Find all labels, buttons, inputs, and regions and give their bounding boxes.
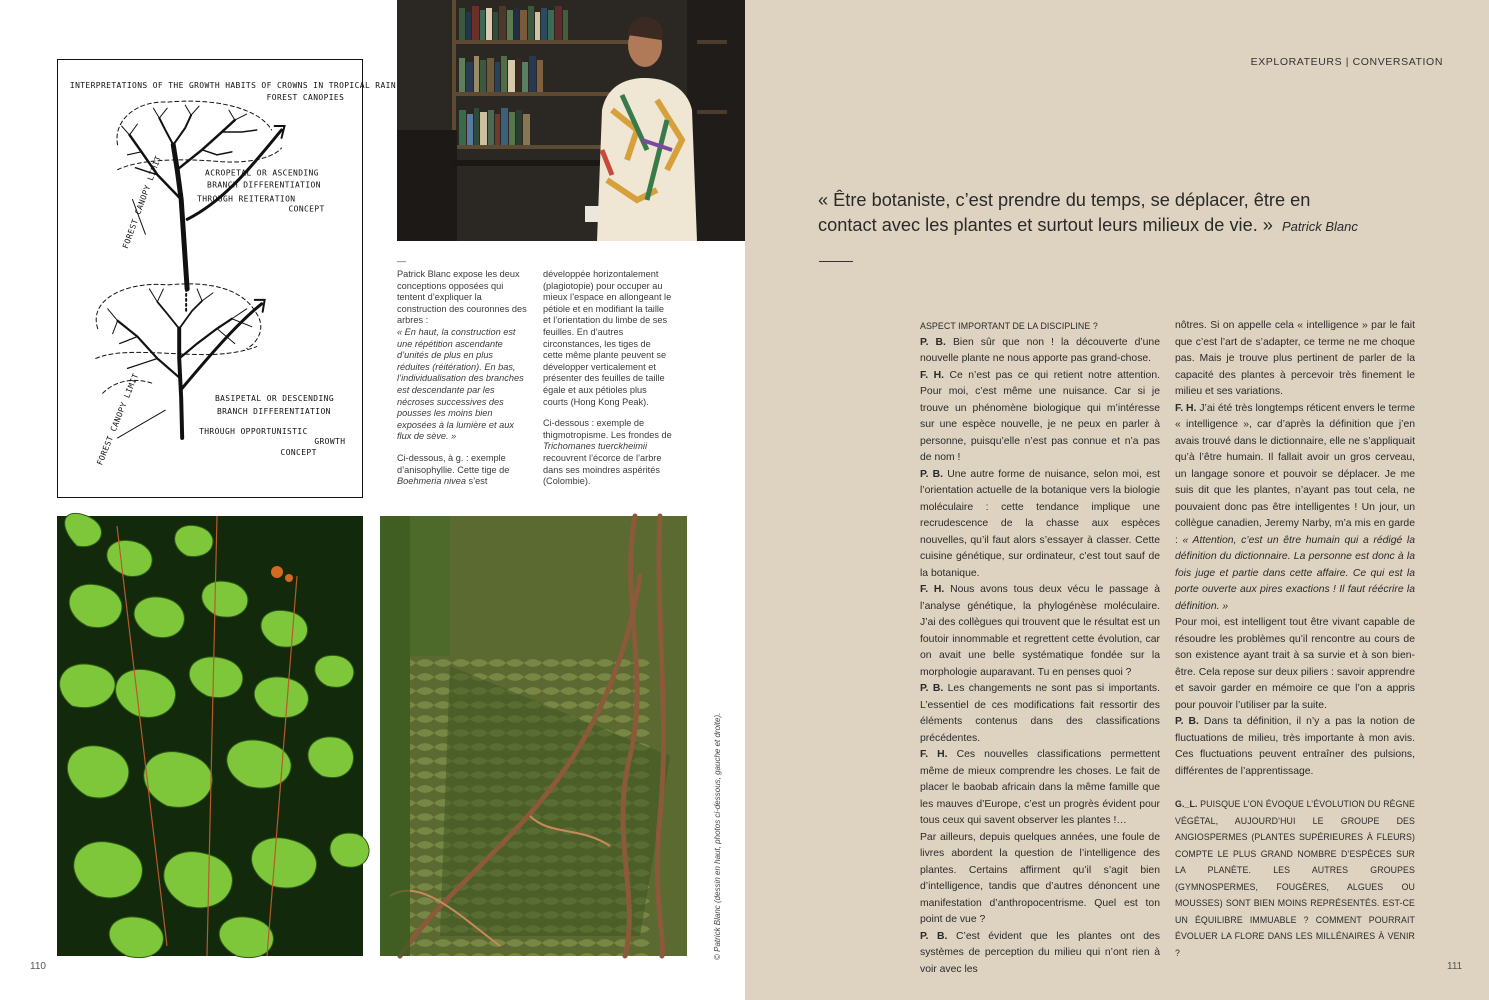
- page-number-right: 111: [1447, 961, 1463, 972]
- narby-quote: « Attention, c’est un être humain qui a rédigé la définition du dictionnaire. La personne est donc à la fois juge et partie dans cette affaire. Ce qui est la porte ouverte aux pires exactions ! Il faut réécrire la définition. »: [1175, 534, 1415, 612]
- interview-paragraph: [920, 582, 1160, 681]
- caption-right-column: [543, 269, 673, 498]
- page-number-left: 110: [30, 961, 46, 972]
- caption-species-trichomanes: Trichomanes tuerckheimii: [543, 441, 647, 452]
- paragraph-text: Bien sûr que non ! la découverte d’une nouvelle plante ne nous apporte pas grand-chose.: [920, 336, 1160, 364]
- paragraph-text: Ces nouvelles classifications permettent même de mieux comprendre les choses. Le fait de placer le baobab africain dans la même famille que les mauves d’Europe, c’est un progrès évident pour tous ceux qui savent observer les plantes !…: [920, 749, 1160, 826]
- paragraph-gap: [1175, 780, 1415, 796]
- sketch-upper-label-2: BRANCH DIFFERENTIATION: [207, 180, 321, 190]
- interview-column-left: [920, 318, 1160, 978]
- paragraph-text: Une autre forme de nuisance, selon moi, est l’orientation actuelle de la botanique vers la biologie moléculaire : cette tendance implique une recrudescence de la chasse aux espèces nouvelles, qu’il faut alors s’essayer à classer. Cette cuisine génétique, sur ordinateur, c’est tout sauf de la botanique.: [920, 468, 1160, 579]
- portrait-photo: [397, 0, 745, 241]
- speaker-label: F. H.: [1175, 402, 1197, 414]
- speaker-label: F. H.: [920, 749, 948, 760]
- interviewer-question: [1175, 796, 1415, 961]
- speaker-label: P. B.: [920, 683, 944, 694]
- sketch-title-line-2: FOREST CANOPIES: [266, 93, 345, 103]
- paragraph-text: Ce n’est pas ce qui retient notre attention. Pour moi, c’est même une nuisance. Car si je trouve un phénomène biologique qui m’intéresse sur une espèce nouvelle, je ne peux en parler à personne, puisqu’elle n’est pas connue et n’a pas de nom !: [920, 369, 1161, 463]
- caption-plagiotopie: développée horizontalement (plagiotopie) pour occuper au mieux l’espace en allongeant le pétiole et en modifiant la taille et l’orientation du limbe de ses feuilles. En d’autres circonstances, les tiges de cette même plante peuvent se développer verticalement et présenter des feuilles de taille égale et aux pétioles plus courts (Hong Kong Peak).: [543, 269, 672, 407]
- tree-growth-sketch: [57, 59, 397, 498]
- question-text: PUISQUE L’ON ÉVOQUE L’ÉVOLUTION DU RÈGNE VÉGÉTAL, AUJOURD’HUI LE GROUPE DES ANGIOSPERMES (PLANTES SUPÉRIEURES À FLEURS) COMPTE LE PLUS GRAND NOMBRE D’ESPÈCES SUR LA PLANÈTE. LES AUTRES GROUPES (GYMNOSPERMES, FOUGÈRES, ALGUES OU MOUSSES) SONT BIEN MOINS REPRÉSENTÉS. EST-CE UN ÉQUILIBRE IMMUABLE ? COMMENT POURRAIT ÉVOLUER LA FLORE DANS LES MILLÉNAIRES À VENIR ?: [1175, 799, 1415, 958]
- paragraph-text: C’est évident que les plantes ont des systèmes de perception du milieu qui n’ont rien à voir avec les: [920, 930, 1160, 975]
- caption-left-column: [397, 269, 527, 498]
- interview-paragraph-continued: nôtres. Si on appelle cela « intelligence » par le fait que c’est l’art de s’adapter, ce terme ne me choque pas. Mais je trouve plus pertinent de parler de la capacité des plantes à percevoir très finement le milieu et ses variations.: [1175, 320, 1415, 397]
- sketch-upper-label-3: THROUGH REITERATION: [197, 194, 296, 204]
- speaker-label: P. B.: [920, 336, 946, 348]
- interview-question-end: ASPECT IMPORTANT DE LA DISCIPLINE ?: [920, 321, 1098, 331]
- interview-paragraph: [1175, 401, 1415, 616]
- speaker-label: P. B.: [920, 930, 948, 942]
- sketch-title-line-1: INTERPRETATIONS OF THE GROWTH HABITS OF CROWNS IN TROPICAL RAIN: [69, 81, 397, 91]
- paragraph-text: Les changements ne sont pas si importants. L’essentiel de ces modifications fait ressortir des éléments contenus dans des classifications précédentes.: [920, 683, 1160, 744]
- sketch-lower-label-1: BASIPETAL OR DESCENDING: [214, 394, 335, 404]
- pull-quote-line-1: « Être botaniste, c’est prendre du temps, se déplacer, être en: [818, 190, 1311, 210]
- caption-species-boehmeria: Boehmeria nivea: [397, 476, 466, 487]
- speaker-label: P. B.: [920, 468, 944, 480]
- caption-anisophyllie-end: s’est: [465, 476, 488, 487]
- sketch-lower-canopy-label: FOREST CANOPY LIMIT: [95, 371, 141, 467]
- sketch-lower-label-5: CONCEPT: [280, 447, 317, 457]
- paragraph-text: Dans ta définition, il n’y a pas la notion de fluctuations de milieu, très importante à mon avis. Ces fluctuations peuvent entraîner des pulsions, différentes de l’apprentissage.: [1175, 716, 1415, 777]
- section-tag: EXPLORATEURS | CONVERSATION: [1250, 56, 1443, 68]
- interview-paragraph: [920, 335, 1160, 368]
- caption-thigmo-text: Ci-dessous : exemple de thigmotropisme. Les frondes de: [543, 418, 672, 440]
- fern-bark-photo: [380, 516, 687, 956]
- interview-paragraph: [920, 681, 1160, 747]
- caption-quote: « En haut, la construction est une répétition ascendante d’unités de plus en plus réduites (réitération). En bas, l’individualisation des branches est descendante par les nécroses successives des pousses les moins bien exposées à la lumière et aux flux de sève. »: [397, 326, 524, 442]
- speaker-label: P. B.: [1175, 716, 1199, 727]
- interview-paragraph: Pour moi, est intelligent tout être vivant capable de résoudre les problèmes qu’il rencontre au cours de son existence ayant trait à sa survie et à son bien-être. Cela repose sur deux piliers : savoir apprendre et savoir garder en mémoire ce que l’on a appris pour pouvoir l’utiliser par la suite.: [1175, 617, 1415, 711]
- quote-divider: [819, 261, 853, 262]
- speaker-label: G._L.: [1175, 799, 1198, 809]
- sketch-upper-label-1: ACROPETAL OR ASCENDING: [205, 168, 319, 178]
- sketch-upper-canopy-label: FOREST CANOPY LIMIT: [120, 154, 164, 250]
- paragraph-text: Nous avons tous deux vécu le passage à l’analyse génétique, la phylogénèse moléculaire. J’ai des collègues qui trouvent que le résultat est un foutoir innommable et regrettent cette évolution, car on avait une belle systématique fondée sur la morphologie auparavant. Tu en penses quoi ?: [920, 584, 1160, 678]
- interview-paragraph: [1175, 714, 1415, 780]
- sketch-upper-label-4: CONCEPT: [288, 204, 325, 214]
- caption-anisophyllie: [397, 453, 527, 488]
- speaker-label: F. H.: [920, 369, 944, 381]
- sketch-lower-label-2: BRANCH DIFFERENTIATION: [216, 407, 331, 417]
- speaker-label: F. H.: [920, 584, 945, 595]
- photo-credit: © Patrick Blanc (dessin en haut, photos ci-dessous, gauche et droite).: [713, 712, 722, 960]
- caption-dash: —: [397, 256, 406, 266]
- interview-paragraph: [920, 467, 1160, 583]
- interview-column-right: [1175, 318, 1415, 961]
- sketch-lower-label-3: THROUGH OPPORTUNISTIC: [199, 426, 308, 436]
- caption-thigmotropisme: [543, 418, 673, 488]
- interview-question: Par ailleurs, depuis quelques années, une foule de livres abordent la question de l’intelligence des plantes. Certains affirment qu’il s’agit bien d’intelligence, tandis que d’autres dénoncent une manifestation d’anthropocentrisme. Quel est ton point de vue ?: [920, 831, 1160, 925]
- paragraph-text: J’ai été très longtemps réticent envers le terme « intelligence », car d’après la définition que j’en avais trouvé dans le dictionnaire, elle ne s’appliquait qu’à l’être humain. Il fallait avoir un gros cerveau, un langage sonore et pouvoir se déplacer. Je me suis dit que les plantes, n’ayant pas tout cela, ne pouvaient donc pas être intelligentes ! Un jour, un collègue canadien, Jeremy Narby, m’a mis en garde :: [1175, 402, 1415, 546]
- leaves-photo: [57, 516, 363, 956]
- caption-intro: Patrick Blanc expose les deux conceptions opposées qui tentent d’expliquer la construction des couronnes des arbres :: [397, 269, 527, 326]
- interview-paragraph: [920, 368, 1160, 467]
- pull-quote-line-2: contact avec les plantes et surtout leurs milieux de vie. »: [818, 215, 1273, 235]
- pull-quote: [818, 188, 1418, 239]
- sketch-lower-label-4: GROWTH: [314, 436, 346, 446]
- caption-anisophyllie-text: Ci-dessous, à g. : exemple d’anisophyllie. Cette tige de: [397, 452, 510, 475]
- pull-quote-author: Patrick Blanc: [1281, 219, 1358, 234]
- interview-paragraph: [920, 747, 1160, 830]
- interview-paragraph: [920, 929, 1160, 979]
- caption-thigmo-end: recouvrent l’écorce de l’arbre dans ses moindres aspérités (Colombie).: [543, 452, 662, 487]
